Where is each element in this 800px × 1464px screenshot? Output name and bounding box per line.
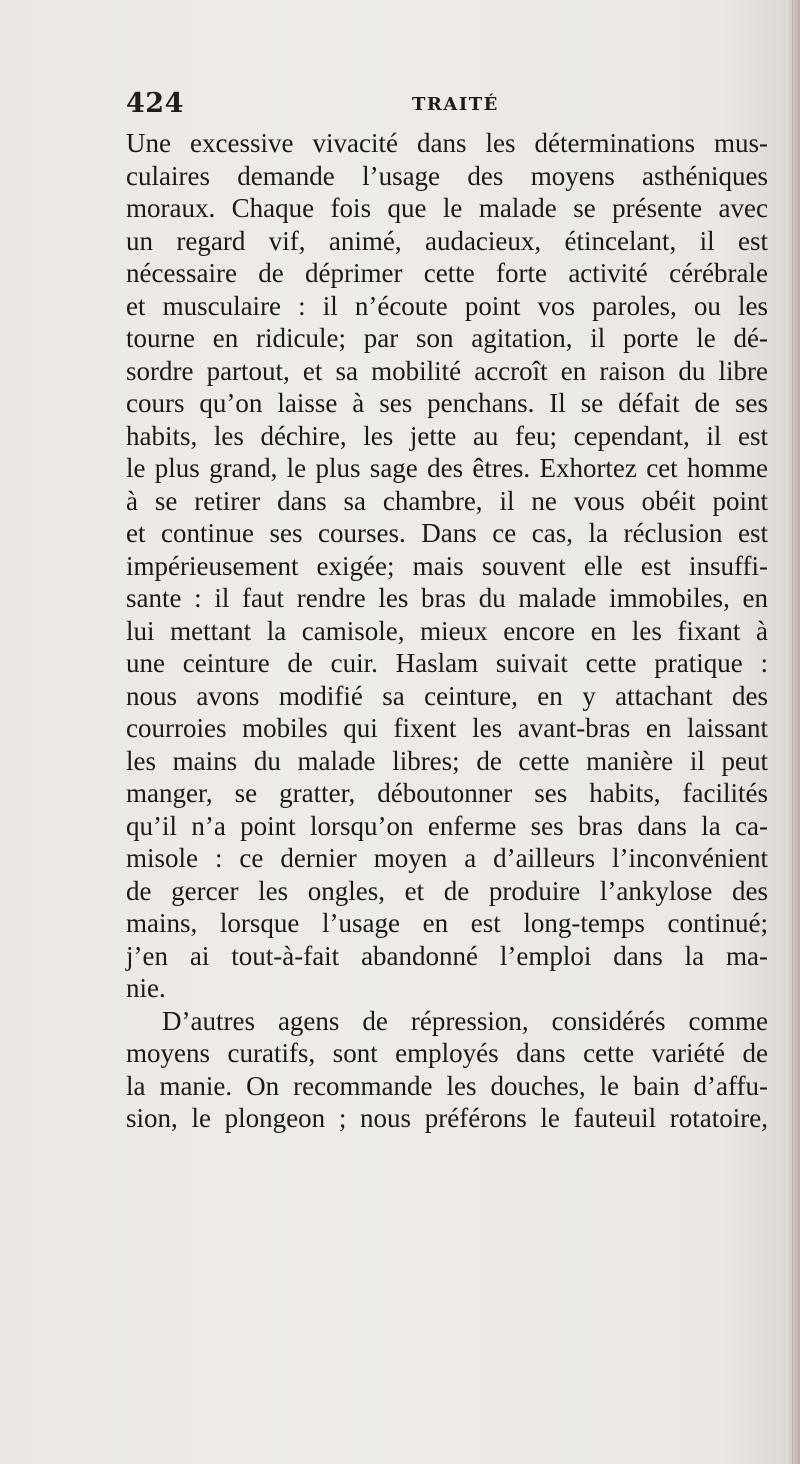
- page-number: 424: [126, 88, 184, 119]
- text-line: un regard vif, animé, audacieux, étincelant, il est: [126, 225, 768, 256]
- body-text: [126, 127, 768, 1135]
- text-line: et musculaire : il n’écoute point vos paroles, ou les: [126, 290, 768, 321]
- text-line: culaires demande l’usage des moyens asthéniques: [126, 160, 768, 191]
- text-line: moyens curatifs, sont employés dans cette variété de: [126, 1038, 768, 1068]
- text-line: cours qu’on laisse à ses penchans. Il se défait de ses: [126, 388, 768, 418]
- text-line: sante : il faut rendre les bras du malade immobiles, en: [126, 583, 768, 613]
- text-line: mains, lorsque l’usage en est long-temps continué;: [126, 908, 768, 938]
- text-line: impérieusement exigée; mais souvent elle est insuffi-: [126, 550, 768, 581]
- text-line: tourne en ridicule; par son agitation, il porte le dé-: [126, 323, 768, 353]
- text-line: une ceinture de cuir. Haslam suivait cette pratique :: [126, 648, 768, 678]
- text-line: moraux. Chaque fois que le malade se présente avec: [126, 193, 768, 223]
- page-header: [126, 88, 766, 128]
- paragraph: [126, 1005, 768, 1135]
- text-line: et continue ses courses. Dans ce cas, la réclusion est: [126, 518, 768, 548]
- text-line: sordre partout, et sa mobilité accroît en raison du libre: [126, 355, 768, 386]
- text-line: manger, se gratter, déboutonner ses habits, facilités: [126, 778, 768, 808]
- text-line: les mains du malade libres; de cette manière il peut: [126, 745, 768, 776]
- text-line: la manie. On recommande les douches, le bain d’affu-: [126, 1070, 768, 1101]
- text-line: j’en ai tout-à-fait abandonné l’emploi dans la ma-: [126, 940, 768, 971]
- text-line: Une excessive vivacité dans les déterminations mus-: [126, 128, 768, 158]
- paragraph: [126, 127, 768, 1005]
- text-line: de gercer les ongles, et de produire l’ankylose des: [126, 875, 768, 906]
- text-line: habits, les déchire, les jette au feu; cependant, il est: [126, 420, 768, 451]
- text-line: qu’il n’a point lorsqu’on enferme ses bras dans la ca-: [126, 810, 768, 841]
- text-line: nécessaire de déprimer cette forte activité cérébrale: [126, 258, 768, 288]
- text-line: à se retirer dans sa chambre, il ne vous obéit point: [126, 485, 768, 516]
- text-line: le plus grand, le plus sage des êtres. Exhortez cet homme: [126, 453, 768, 483]
- text-line: sion, le plongeon ; nous préférons le fauteuil rotatoire,: [126, 1103, 768, 1133]
- text-line: courroies mobiles qui fixent les avant-bras en laissant: [126, 713, 768, 743]
- text-line: lui mettant la camisole, mieux encore en les fixant à: [126, 615, 768, 646]
- text-line: nous avons modifié sa ceinture, en y attachant des: [126, 680, 768, 711]
- page-edge: [786, 0, 800, 1464]
- text-line: misole : ce dernier moyen a d’ailleurs l’inconvénient: [126, 843, 768, 873]
- running-head: TRAITÉ: [412, 94, 499, 115]
- text-line: nie.: [126, 973, 166, 1003]
- text-line: D’autres agens de répression, considérés comme: [162, 1005, 768, 1036]
